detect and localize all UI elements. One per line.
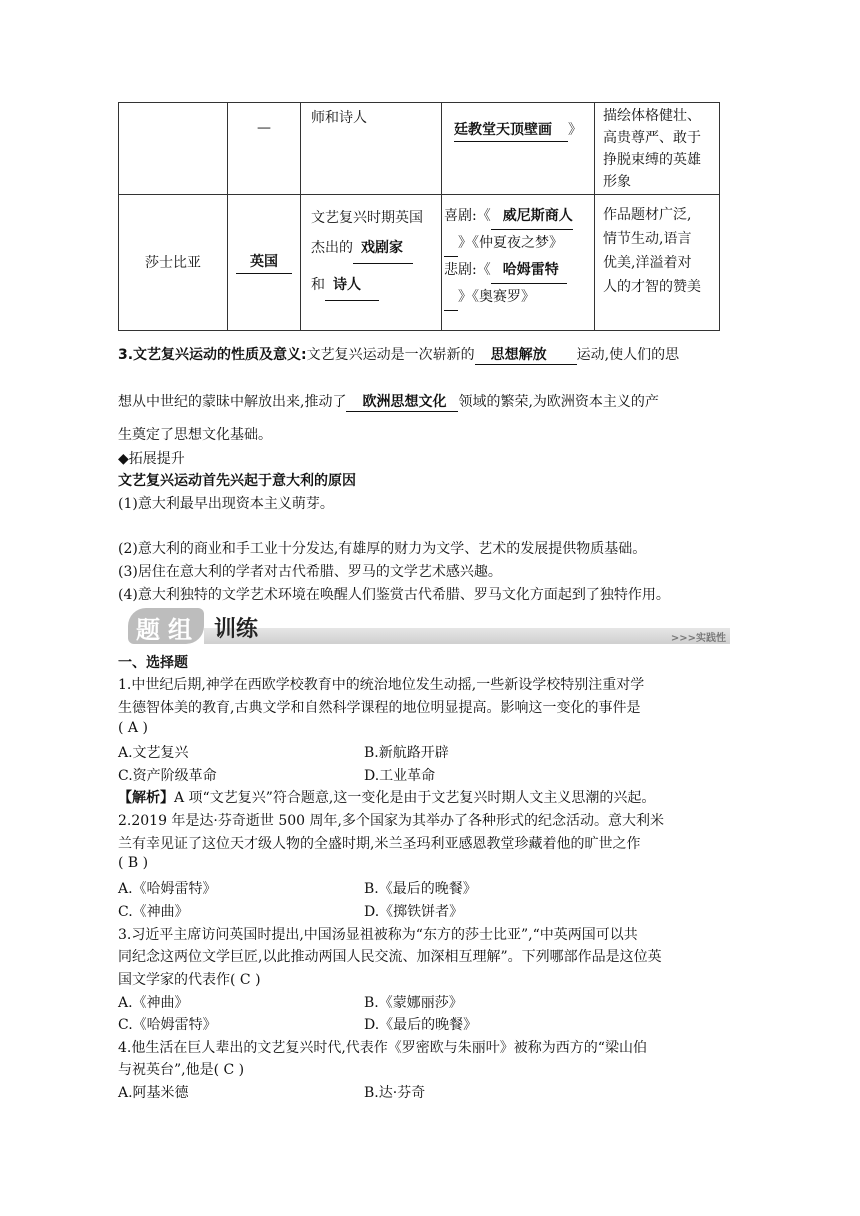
works-table bbox=[118, 102, 720, 331]
answer-blank: 思想解放 bbox=[475, 344, 577, 365]
list-item: (1)意大利最早出现资本主义萌芽。 bbox=[118, 496, 334, 512]
answer-blank: 英国 bbox=[236, 251, 292, 274]
option-b: B.达·芬奇 bbox=[364, 1085, 426, 1101]
banner-bar bbox=[204, 628, 730, 644]
answer-blank: 诗人 bbox=[325, 270, 379, 301]
extend-title: 文艺复兴运动首先兴起于意大利的原因 bbox=[118, 473, 356, 489]
option-b: B.《蒙娜丽莎》 bbox=[364, 995, 463, 1011]
question-4-answer: 与祝英台”,他是( C ) bbox=[118, 1062, 245, 1078]
table-cell: 作品题材广泛, 情节生动,语言 优美,洋溢着对 人的才智的赞美 bbox=[595, 195, 720, 331]
section3-line1: 3.文艺复兴运动的性质及意义:文艺复兴运动是一次崭新的 思想解放 运动,使人们的思 bbox=[118, 344, 679, 365]
table-cell: — bbox=[228, 103, 301, 195]
option-c: C.《神曲》 bbox=[118, 904, 189, 920]
option-d: D.工业革命 bbox=[364, 768, 436, 784]
option-a: A.阿基米德 bbox=[118, 1085, 189, 1101]
section3-line3: 生奠定了思想文化基础。 bbox=[118, 427, 272, 443]
table-row bbox=[119, 195, 720, 331]
option-d: D.《掷铁饼者》 bbox=[364, 904, 464, 920]
section3-line2: 想从中世纪的蒙昧中解放出来,推动了 欧洲思想文化 领域的繁荣,为欧洲资本主义的产 bbox=[118, 391, 659, 412]
answer-blank: 欧洲思想文化 bbox=[346, 391, 458, 412]
option-c: C.《哈姆雷特》 bbox=[118, 1017, 217, 1033]
table-cell bbox=[119, 103, 228, 195]
answer-blank: 哈姆雷特 bbox=[491, 257, 567, 284]
option-d: D.《最后的晚餐》 bbox=[364, 1017, 478, 1033]
table-row bbox=[119, 103, 720, 195]
banner-tag: >>>实践性 bbox=[670, 633, 726, 644]
banner-char-2: 组 bbox=[168, 616, 192, 644]
section-heading: 一、选择题 bbox=[118, 655, 188, 671]
question-1: 生德智体美的教育,古典文学和自然科学课程的地位明显提高。影响这一变化的事件是 bbox=[118, 700, 641, 716]
table-cell: 喜剧:《 威尼斯商人 》《仲夏夜之梦》 悲剧:《 哈姆雷特 》《奥赛罗》 bbox=[442, 195, 595, 331]
list-item: (2)意大利的商业和手工业十分发达,有雄厚的财力为文学、艺术的发展提供物质基础。 bbox=[118, 541, 647, 557]
analysis: 【解析】A 项“文艺复兴”符合题意,这一变化是由于文艺复兴时期人文主义思潮的兴起。 bbox=[118, 790, 656, 806]
question-3: 3.习近平主席访问英国时提出,中国汤显祖被称为“东方的莎士比亚”,“中英两国可以共 bbox=[118, 927, 638, 943]
table-cell: 描绘体格健壮、 高贵尊严、敢于 挣脱束缚的英雄 形象 bbox=[595, 103, 720, 195]
section-banner bbox=[118, 608, 730, 648]
question-2: 兰有幸见证了这位天才级人物的全盛时期,米兰圣玛利亚感恩教堂珍藏着他的旷世之作 bbox=[118, 836, 641, 852]
option-c: C.资产阶级革命 bbox=[118, 768, 217, 784]
table-cell: 莎士比亚 bbox=[119, 195, 228, 331]
question-1-answer: ( A ) bbox=[118, 720, 148, 736]
extend-marker: ◆拓展提升 bbox=[118, 451, 185, 467]
table-cell bbox=[228, 195, 301, 331]
answer-blank: 威尼斯商人 bbox=[491, 203, 573, 230]
banner-title: 训练 bbox=[214, 617, 259, 642]
question-1: 1.中世纪后期,神学在西欧学校教育中的统治地位发生动摇,一些新设学校特别注重对学 bbox=[118, 677, 645, 693]
list-item: (4)意大利独特的文学艺术环境在唤醒人们鉴赏古代希腊、罗马文化方面起到了独特作用。 bbox=[118, 587, 670, 603]
question-2: 2.2019 年是达·芬奇逝世 500 周年,多个国家为其举办了各种形式的纪念活动。意大利米 bbox=[118, 813, 664, 829]
option-a: A.《神曲》 bbox=[118, 995, 189, 1011]
answer-blank: 戏剧家 bbox=[353, 233, 413, 264]
answer-blank: 廷教堂天顶壁画 bbox=[454, 119, 568, 142]
question-4: 4.他生活在巨人辈出的文艺复兴时代,代表作《罗密欧与朱丽叶》被称为西方的“梁山伯 bbox=[118, 1040, 647, 1056]
list-item: (3)居住在意大利的学者对古代希腊、罗马的文学艺术感兴趣。 bbox=[118, 564, 502, 580]
option-b: B.新航路开辟 bbox=[364, 745, 449, 761]
option-b: B.《最后的晚餐》 bbox=[364, 881, 477, 897]
table-cell: 师和诗人 bbox=[301, 103, 442, 195]
question-3-answer: 国文学家的代表作( C ) bbox=[118, 972, 261, 988]
option-a: A.文艺复兴 bbox=[118, 745, 189, 761]
question-2-answer: ( B ) bbox=[118, 855, 149, 871]
table-cell: 廷教堂天顶壁画 》 bbox=[442, 103, 595, 195]
banner-char-1: 题 bbox=[136, 616, 160, 644]
question-3: 同纪念这两位文学巨匠,以此推动两国人民交流、加深相互理解”。下列哪部作品是这位英 bbox=[118, 949, 662, 965]
option-a: A.《哈姆雷特》 bbox=[118, 881, 217, 897]
table-cell: 文艺复兴时期英国 杰出的 戏剧家 和 诗人 bbox=[301, 195, 442, 331]
